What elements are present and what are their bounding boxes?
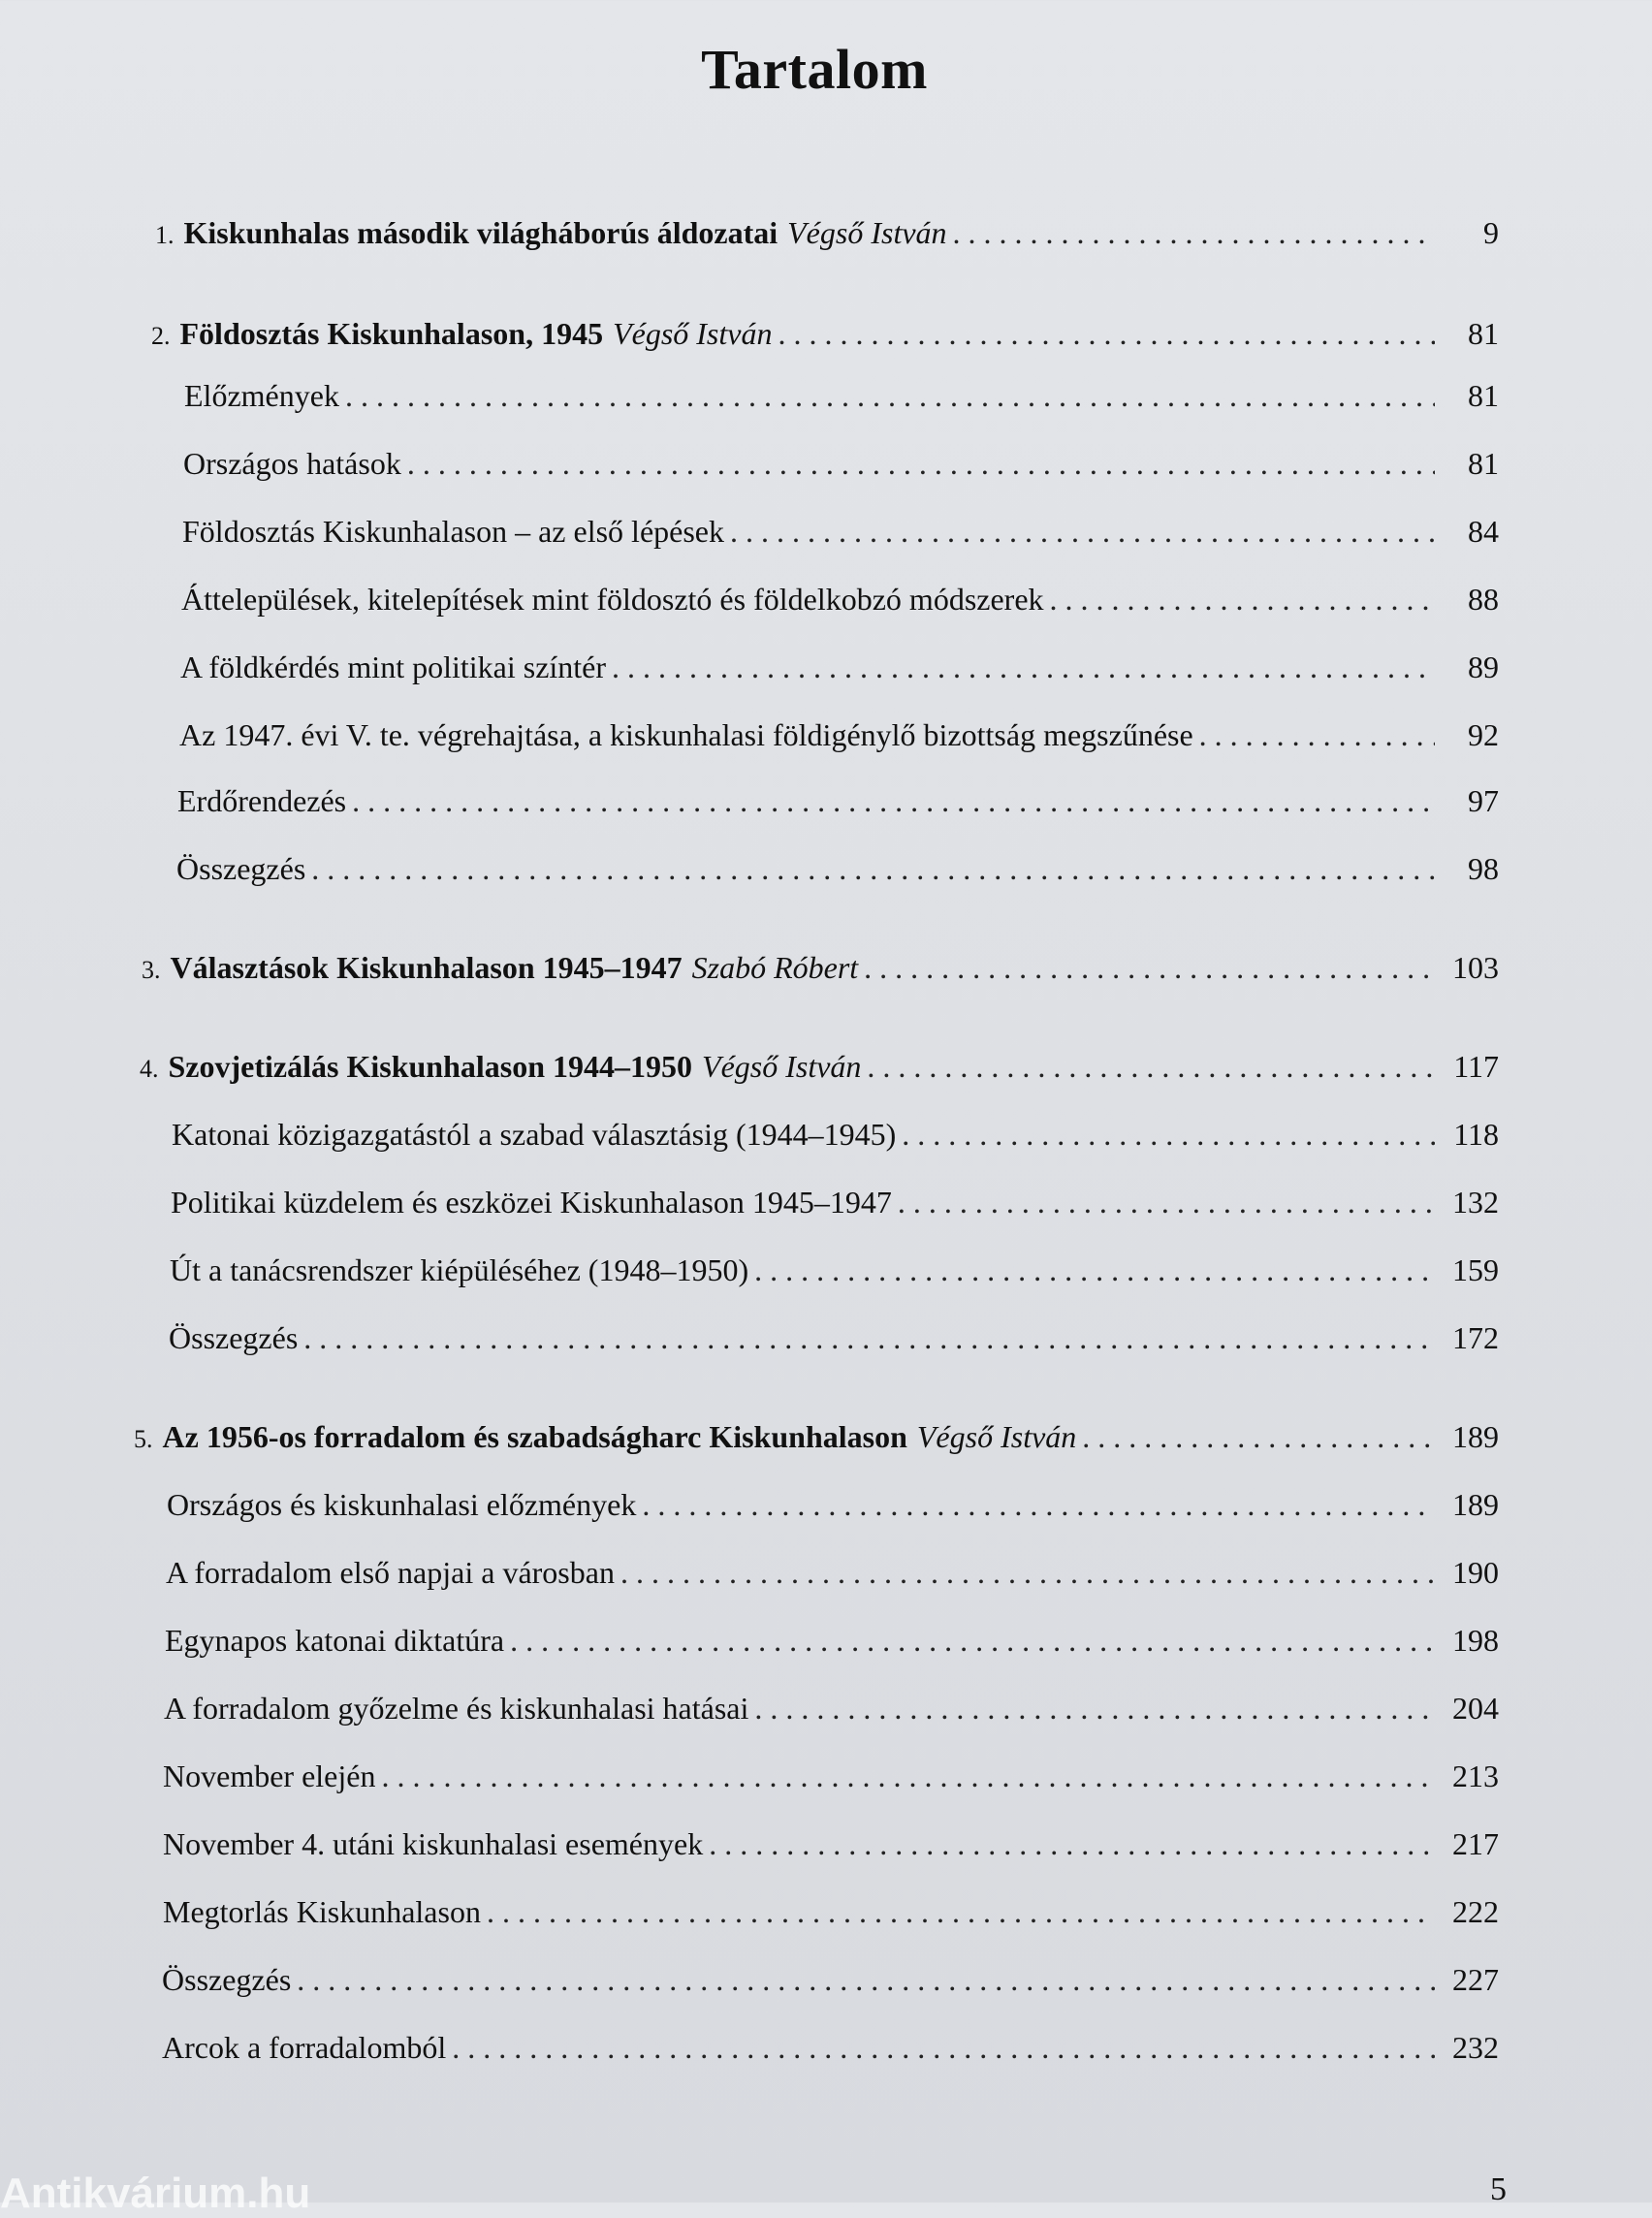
- leader-dots: [612, 648, 1435, 686]
- page-number: 198: [1452, 1623, 1499, 1658]
- leader-dots: [1082, 1417, 1435, 1456]
- toc-section: [163, 1892, 1499, 1931]
- toc-section: [184, 376, 1499, 415]
- toc-chapter-2: [151, 314, 1499, 356]
- chapter-title: Az 1956-os forradalom és szabadságharc Kiskunhalason: [162, 1419, 907, 1454]
- toc-chapter-5: [134, 1417, 1499, 1459]
- chapter-number: 3.: [142, 956, 161, 984]
- section-title: Összegzés: [162, 1962, 292, 1997]
- section-title: Összegzés: [169, 1320, 299, 1355]
- leader-dots: [487, 1892, 1435, 1931]
- section-title: Megtorlás Kiskunhalason: [163, 1894, 481, 1929]
- toc-section: [179, 715, 1499, 754]
- page-number: 84: [1468, 514, 1499, 549]
- chapter-author: Végső István: [916, 1419, 1077, 1454]
- folio-page-number: 5: [1490, 2171, 1507, 2207]
- leader-dots: [407, 444, 1435, 483]
- chapter-title: Kiskunhalas második világháborús áldozatai: [183, 215, 778, 250]
- section-title: Összegzés: [176, 851, 306, 886]
- page-number: 9: [1483, 215, 1499, 250]
- leader-dots: [953, 213, 1435, 252]
- chapter-number: 2.: [151, 322, 171, 350]
- toc-chapter-4: [140, 1047, 1499, 1089]
- section-title: November elején: [163, 1759, 376, 1793]
- section-title: Politikai küzdelem és eszközei Kiskunhalason 1945–1947: [171, 1185, 892, 1220]
- page-number: 81: [1468, 378, 1499, 413]
- page-number: 89: [1468, 650, 1499, 684]
- leader-dots: [1050, 580, 1435, 618]
- leader-dots: [709, 1824, 1435, 1863]
- page-number: 97: [1468, 783, 1499, 818]
- toc-section: [165, 1621, 1499, 1660]
- toc-section: [183, 444, 1499, 483]
- toc-section: [182, 512, 1499, 551]
- leader-dots: [311, 849, 1435, 888]
- leader-dots: [778, 314, 1435, 353]
- page-number: 81: [1468, 446, 1499, 481]
- page-number: 117: [1453, 1049, 1499, 1084]
- page-number: 232: [1452, 2030, 1499, 2065]
- toc-section: [171, 1183, 1499, 1221]
- toc-section: [170, 1251, 1499, 1289]
- leader-dots: [864, 948, 1435, 987]
- page-number: 159: [1452, 1252, 1499, 1287]
- page-number: 118: [1453, 1117, 1499, 1152]
- page-number: 103: [1452, 950, 1499, 985]
- leader-dots: [345, 376, 1435, 415]
- page-number: 81: [1468, 316, 1499, 351]
- toc-section: [166, 1553, 1499, 1592]
- toc-section: [163, 1824, 1499, 1863]
- leader-dots: [902, 1115, 1435, 1154]
- page-number: 189: [1452, 1487, 1499, 1522]
- page-number: 204: [1452, 1691, 1499, 1726]
- page-number: 189: [1452, 1419, 1499, 1454]
- section-title: Az 1947. évi V. te. végrehajtása, a kiskunhalasi földigénylő bizottság megszűnése: [179, 717, 1193, 752]
- chapter-author: Végső István: [702, 1049, 862, 1084]
- section-title: Út a tanácsrendszer kiépüléséhez (1948–1950): [170, 1252, 749, 1287]
- page-title: Tartalom: [701, 38, 928, 101]
- section-title: Országos hatások: [183, 446, 401, 481]
- toc-section: [176, 849, 1499, 888]
- toc-section: [177, 781, 1499, 820]
- leader-dots: [754, 1689, 1435, 1727]
- page-number: 213: [1452, 1759, 1499, 1793]
- toc-section: [169, 1318, 1499, 1357]
- page-number: 172: [1452, 1320, 1499, 1355]
- toc-section: [172, 1115, 1499, 1154]
- leader-dots: [1199, 715, 1435, 754]
- leader-dots: [898, 1183, 1435, 1221]
- toc-section: [162, 2028, 1499, 2067]
- chapter-number: 1.: [155, 221, 175, 249]
- section-title: A földkérdés mint politikai színtér: [180, 650, 607, 684]
- toc-section: [163, 1757, 1499, 1795]
- page-number: 98: [1468, 851, 1499, 886]
- toc-section: [167, 1485, 1499, 1524]
- leader-dots: [303, 1318, 1435, 1357]
- section-title: Egynapos katonai diktatúra: [165, 1623, 505, 1658]
- chapter-author: Végső István: [787, 215, 947, 250]
- chapter-title: Földosztás Kiskunhalason, 1945: [179, 316, 604, 351]
- page-number: 190: [1452, 1555, 1499, 1590]
- leader-dots: [452, 2028, 1435, 2067]
- section-title: Arcok a forradalomból: [162, 2030, 447, 2065]
- leader-dots: [381, 1757, 1435, 1795]
- leader-dots: [730, 512, 1435, 551]
- chapter-title: Választások Kiskunhalason 1945–1947: [170, 950, 683, 985]
- chapter-author: Szabó Róbert: [691, 950, 859, 985]
- toc-section: [180, 648, 1499, 686]
- section-title: Előzmények: [184, 378, 339, 413]
- leader-dots: [867, 1047, 1435, 1086]
- toc-section: [162, 1960, 1499, 1999]
- watermark-logo: Antikvárium.hu: [0, 2170, 311, 2217]
- leader-dots: [352, 781, 1435, 820]
- leader-dots: [754, 1251, 1435, 1289]
- chapter-title: Szovjetizálás Kiskunhalason 1944–1950: [168, 1049, 693, 1084]
- section-title: Katonai közigazgatástól a szabad választásig (1944–1945): [172, 1117, 897, 1152]
- toc-chapter-3: [142, 948, 1499, 990]
- page-number: 132: [1452, 1185, 1499, 1220]
- section-title: Földosztás Kiskunhalason – az első lépések: [182, 514, 724, 549]
- leader-dots: [510, 1621, 1435, 1660]
- section-title: A forradalom győzelme és kiskunhalasi hatásai: [164, 1691, 749, 1726]
- chapter-number: 4.: [140, 1055, 159, 1083]
- toc-chapter-1: [155, 213, 1499, 255]
- leader-dots: [620, 1553, 1435, 1592]
- leader-dots: [642, 1485, 1435, 1524]
- toc-section: [164, 1689, 1499, 1727]
- page-number: 217: [1452, 1826, 1499, 1861]
- section-title: Erdőrendezés: [177, 783, 347, 818]
- page-number: 88: [1468, 582, 1499, 617]
- section-title: Áttelepülések, kitelepítések mint földosztó és földelkobzó módszerek: [181, 582, 1044, 617]
- chapter-number: 5.: [134, 1425, 153, 1453]
- page-number: 227: [1452, 1962, 1499, 1997]
- leader-dots: [297, 1960, 1435, 1999]
- section-title: November 4. utáni kiskunhalasi események: [163, 1826, 704, 1861]
- page-number: 222: [1452, 1894, 1499, 1929]
- page-number: 92: [1468, 717, 1499, 752]
- section-title: A forradalom első napjai a városban: [166, 1555, 615, 1590]
- chapter-author: Végső István: [613, 316, 773, 351]
- toc-section: [181, 580, 1499, 618]
- section-title: Országos és kiskunhalasi előzmények: [167, 1487, 637, 1522]
